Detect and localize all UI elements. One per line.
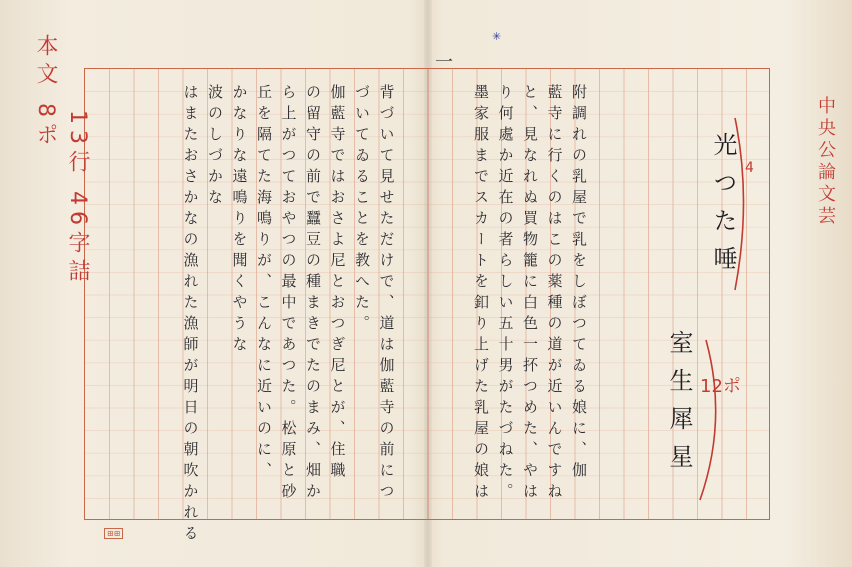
text-column: 波のしづかな (206, 84, 224, 210)
text-column: ら上がつておやつの最中であつた。松原と砂 (279, 84, 298, 504)
text-column: と、見なれぬ買物籠に白色一抔つめた、やは (521, 84, 539, 504)
note-title-mark: 4 (745, 160, 754, 176)
manuscript-title: 光つた唾 (709, 132, 737, 284)
title-bracket (735, 118, 744, 290)
text-column: 藍寺に行くのはこの薬種の道が近いんですね (545, 84, 564, 504)
blue-mark: ✳ (492, 30, 502, 43)
author-name: 室生犀星 (665, 330, 693, 482)
text-column: 丘を隔てた海鳴りが、こんなに近いのに、 (255, 84, 273, 483)
text-column: 附調れの乳屋で乳をしぼつてゐる娘に、伽 (570, 84, 588, 483)
text-column: の留守の前で蠶豆の種まきでたのまみ、畑か (304, 84, 322, 504)
note-line-format: 13行 46字詰 (65, 110, 90, 287)
note-title-size: 12ポ (700, 376, 741, 397)
text-column: かなりな遠鳴りを聞くやうな (230, 84, 249, 357)
note-publication: 中央公論文芸 (815, 96, 836, 228)
text-column: り何處か近在の者らしい五十男がたづねた。 (496, 84, 515, 504)
text-column: 伽藍寺ではおさよ尼とおつぎ尼とが、住職 (328, 84, 347, 483)
page-number: 一 (435, 52, 453, 73)
text-column: づいてゐることを教へた。 (353, 84, 371, 336)
note-body-size: 本文 8ポ (33, 34, 58, 151)
text-column: はまたおさかなの漁れた漁師が明日の朝吹かれる (181, 84, 200, 546)
paper-maker-mark: ⊞⊞ (104, 528, 123, 539)
text-column: 墨家服までスカートを釦り上げた乳屋の娘は (472, 84, 490, 504)
text-column: 背づいて見せただけで、道は伽藍寺の前につ (377, 84, 396, 504)
author-bracket (700, 340, 716, 500)
